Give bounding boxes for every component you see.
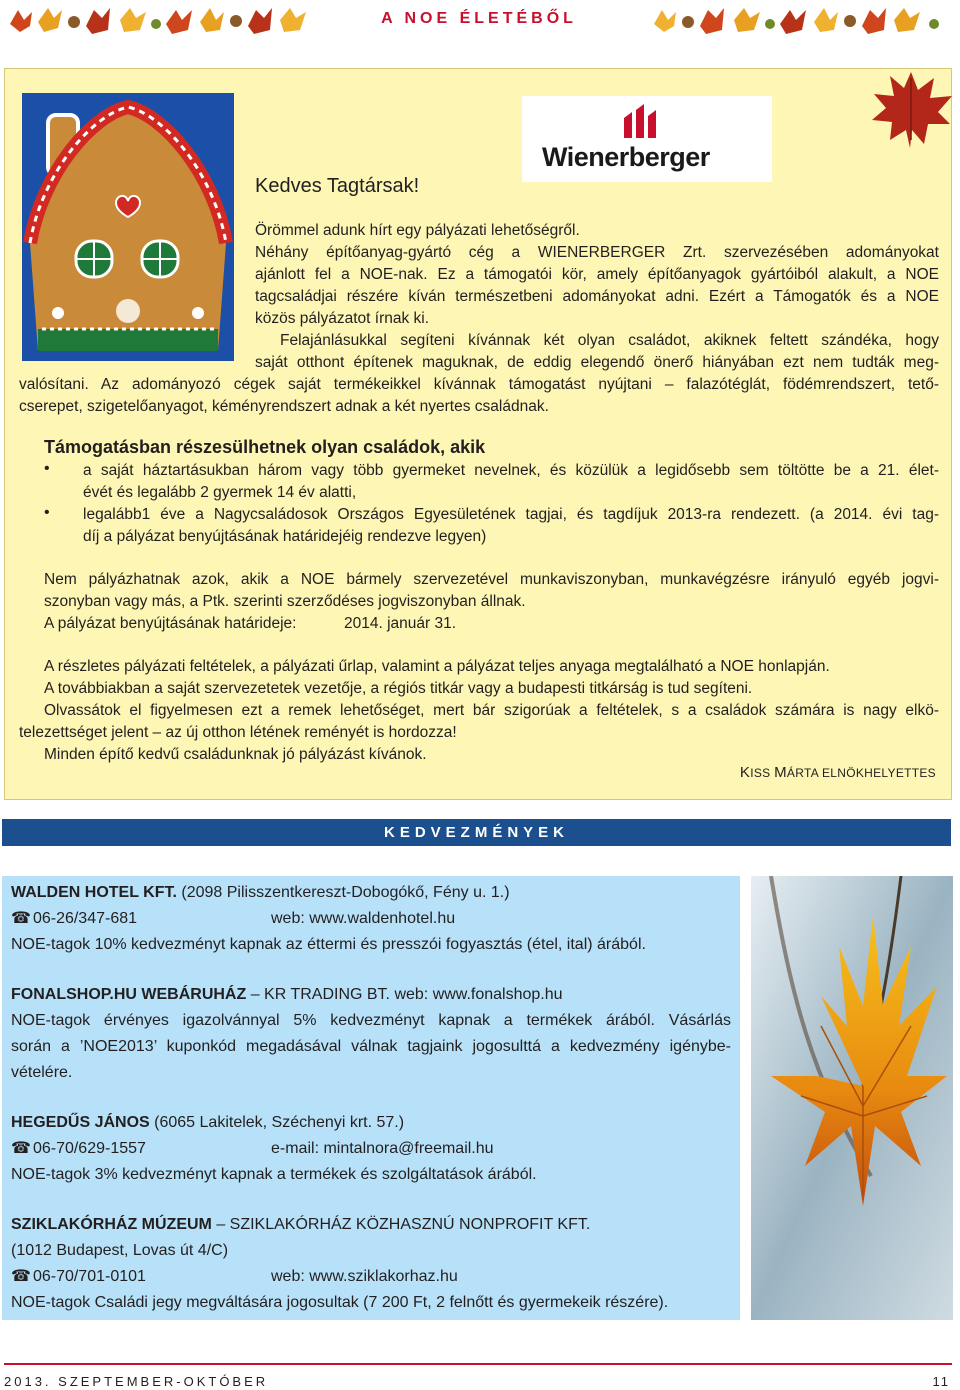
bullet-1-line-2: évét és legalább 2 gyermek 14 év alatti, [83,484,357,501]
closing-line-5: Minden építő kedvű családunknak jó pályázást kívánok. [44,746,427,763]
offer-3-text: NOE-tagok 3% kedvezményt kapnak a termékek és szolgáltatások árából. [11,1166,537,1183]
offer-4-web: web: www.sziklakorhaz.hu [271,1268,458,1285]
para2-line-1: Felajánlásukkal segíteni kívánnak két olyan családot, akiknek feltett szándéka, hogy [280,332,939,349]
offer-2-name: FONALSHOP.HU WEBÁRUHÁZ [11,986,247,1003]
autumn-leaf-photo [751,876,953,1320]
closing-line-4: telezettséget jelent – az új otthon létének reményét is hordozza! [19,724,457,741]
offer-2-header [11,982,563,1008]
offer-4-name: SZIKLAKÓRHÁZ MÚZEUM [11,1216,212,1233]
signature [740,764,936,781]
offer-1-web: web: www.waldenhotel.hu [271,910,456,927]
eligibility-heading: Támogatásban részesülhetnek olyan családok, akik [44,437,486,457]
offer-4-address: – SZIKLAKÓRHÁZ KÖZHASZNÚ NONPROFIT KFT. [211,1216,591,1233]
offer-4-contact-row [11,1264,731,1290]
logo-text: Wienerberger [542,142,710,172]
bullet-2-line-2: díj a pályázat benyújtásának határidejéig rendezve legyen) [83,528,487,545]
page-number: 11 [932,1374,950,1389]
para2-line-3: valósítani. Az adományozó cégek saját termékeikkel kívánnak támogatást nyújtani – falazótéglát, födémrendszert, tető- [19,376,939,393]
signature-part-2: ÁRTA ELNÖKHELYETTES [786,766,936,780]
autumn-leaves-border-left [4,4,310,38]
intro-line-2: Néhány építőanyag-gyártó cég a WIENERBERGER Zrt. szervezésében adományokat [255,244,939,261]
offer-2-text-line-2: során a ’NOE2013’ kuponkód megadásával válnak tagjaink jogosulttá a kedvezmény igénybe- [11,1038,731,1055]
offer-3-address: (6065 Lakitelek, Széchenyi krt. 57.) [149,1114,405,1131]
bullet-2-line-1: legalább1 éve a Nagycsaládosok Országos Egyesületének tagjai, és tagdíjuk 2013-ra rendezett. (a 2014. évi tag- [83,506,939,523]
issue-label: 2013. SZEPTEMBER-OKTÓBER [4,1374,269,1389]
closing-line-1: A részletes pályázati feltételek, a pályázati űrlap, valamint a pályázat teljes anyaga megtalálható a NOE honlapján. [44,658,830,675]
wienerberger-logo [522,96,772,182]
offer-4-text: NOE-tagok Családi jegy megváltására jogosultak (7 200 Ft, 2 felnőtt és gyermekeik részére). [11,1294,669,1311]
intro-line-4: tagcsaládjai részére kíván természetbeni adományokat adni. Ezért a Támogatók és a NOE [255,288,939,305]
signature-initial-1: K [739,764,751,781]
deadline-label: A pályázat benyújtásának határideje: [44,615,297,632]
deadline-value: 2014. január 31. [344,615,457,632]
offer-1-contact-row [11,906,731,932]
bullet-1-marker: • [44,460,50,477]
intro-line-3: ajánlott fel a NOE-nak. Ez a támogatói kör, amely építőanyagok gyártóiból alakult, a NOE [255,266,939,283]
signature-part-1: ISS [750,766,775,780]
offer-3-email: e-mail: mintalnora@freemail.hu [271,1140,494,1157]
offer-3-header [11,1110,404,1136]
intro-line-5: közös pályázatot írnak ki. [255,310,430,327]
discounts-title-bar: KEDVEZMÉNYEK [2,819,951,846]
bullet-1-line-1: a saját háztartásukban három vagy több gyermeket nevelnek, és közülük a legidősebb sem töltötte be a 21. élet- [83,462,939,479]
section-title: A NOE ÉLETÉBŐL [381,10,577,27]
exclusion-line-1: Nem pályázhatnak azok, akik a NOE bármely szervezetével munkaviszonyban, munkavégzésre irányuló egyéb jogvi- [44,571,939,588]
offer-1-name: WALDEN HOTEL KFT. [11,884,177,901]
offer-4-header [11,1212,590,1238]
offer-1-phone: 06-26/347-681 [32,910,138,927]
offer-4-address-2: (1012 Budapest, Lovas út 4/C) [11,1242,229,1259]
offer-3-name: HEGEDŰS JÁNOS [11,1114,150,1131]
para2-line-4: cserepet, szigetelőanyagot, kéményrendszert adnak a két nyertes családnak. [19,398,549,415]
offer-1-header [11,880,510,906]
offer-1-address: (2098 Pilisszentkereszt-Dobogókő, Fény u. 1.) [176,884,510,901]
para2-line-2: saját otthont építenek maguknak, de eddig elegendő önerő hiányában ezt nem tudták meg- [255,354,939,371]
offer-4-phone: 06-70/701-0101 [32,1268,146,1285]
phone-icon: ☎ [11,1268,31,1285]
closing-line-2: A továbbiakban a saját szervezetetek vezetője, a régiós titkár vagy a budapesti titkárság is tud segíteni. [44,680,753,697]
footer-divider [4,1363,952,1365]
gingerbread-house-image [22,93,234,361]
offer-3-contact-row [11,1136,731,1162]
offer-2-address: – KR TRADING BT. web: www.fonalshop.hu [246,986,563,1003]
autumn-leaves-border-right [648,4,954,38]
exclusion-line-2: szonyban vagy más, a Ptk. szerinti szerződéses jogviszonyban állnak. [44,593,526,610]
phone-icon: ☎ [11,910,31,927]
closing-line-3: Olvassátok el figyelmesen ezt a remek lehetőséget, mert bár szigorúak a feltételek, s a családok számára is nagy elkö- [44,702,939,719]
greeting: Kedves Tagtársak! [255,175,420,197]
maple-leaf-decoration [866,68,956,150]
intro-line-1: Örömmel adunk hírt egy pályázati lehetőségről. [255,222,580,239]
phone-icon: ☎ [11,1140,31,1157]
offer-1-text: NOE-tagok 10% kedvezményt kapnak az éttermi és presszói fogyasztás (étel, ital) árából. [11,936,646,953]
offer-2-text-line-1: NOE-tagok érvényes igazolvánnyal 5% kedvezményt kapnak a termékek árából. Vásárlás [11,1012,731,1029]
bullet-2-marker: • [44,504,50,521]
offer-2-text-line-3: vételére. [11,1064,73,1081]
signature-initial-2: M [774,764,787,781]
offer-3-phone: 06-70/629-1557 [32,1140,146,1157]
